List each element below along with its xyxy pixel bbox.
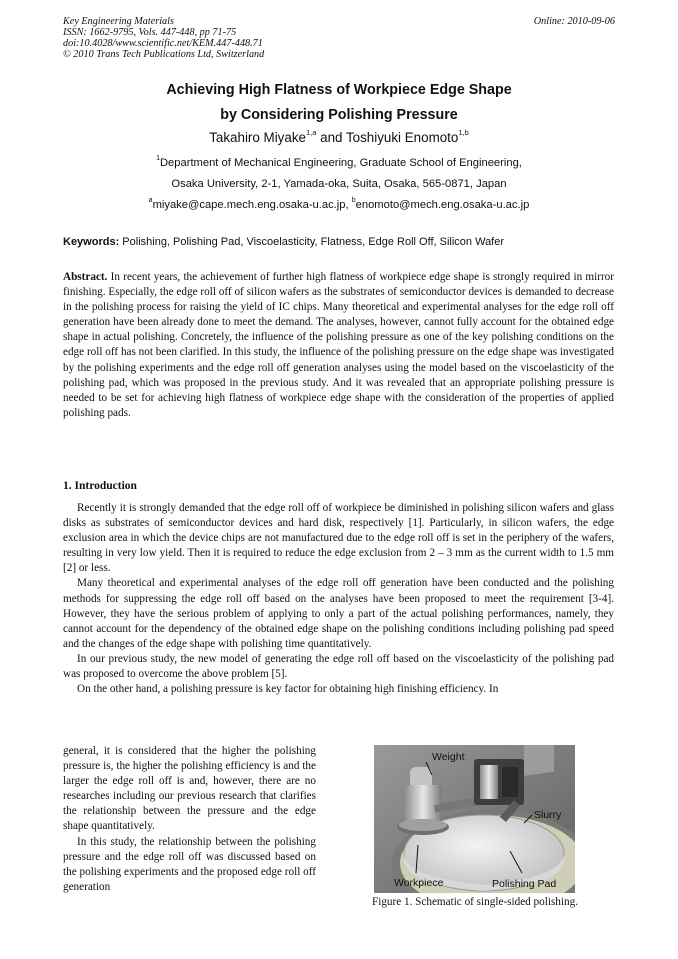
- author-2: Toshiyuki Enomoto: [345, 130, 459, 145]
- authors-and: and: [316, 130, 346, 145]
- intro-paragraph-4b: general, it is considered that the higher the polishing pressure is, the higher the polishing efficiency is and the larger the edge roll off is and, however, there are no researches including our previous research that clarifies the relationship between the pressure and the edge shape quantitatively.: [63, 745, 316, 833]
- online-date: Online: 2010-09-06: [533, 16, 615, 27]
- journal-header: [63, 16, 363, 60]
- workpiece-top: [399, 819, 447, 831]
- keywords-label: Keywords:: [63, 236, 120, 248]
- author-1: Takahiro Miyake: [209, 130, 306, 145]
- label-polishing-pad: Polishing Pad: [492, 878, 557, 890]
- motor-box: [502, 767, 518, 797]
- paper-title-line1: Achieving High Flatness of Workpiece Edge Shape: [166, 82, 512, 98]
- doi: doi:10.4028/www.scientific.net/KEM.447-448.71: [63, 38, 263, 49]
- affiliation-line1: [63, 157, 615, 169]
- label-workpiece: Workpiece: [394, 877, 444, 889]
- intro-paragraph-2: Many theoretical and experimental analyses of the edge roll off generation have been conducted and the polishing methods for suppressing the edge roll off based on the analyses have been proposed to meet the requirement [3-4]. However, they have the serious problem of applying to only a part of the actual polishing performances, namely, they cannot account for the dependency of the obtained edge shape on the polishing conditions including polishing pad speed and the changes of the edge shape with polishing time quantitatively.: [63, 577, 614, 650]
- paper-title-line2: by Considering Polishing Pressure: [220, 107, 458, 123]
- label-slurry: Slurry: [534, 809, 562, 821]
- label-weight: Weight: [432, 751, 465, 763]
- abstract-text: In recent years, the achievement of further high flatness of workpiece edge shape is strongly required in mirror finishing. Especially, the edge roll off of silicon wafers as the substrates of semiconductor devices is demanded to decrease in the polishing process for raising the yield of IC chips. Many theoretical and experimental analyses for the edge roll off generation have been already done to meet the demand. The analyses, however, cannot fully account for the obtained edge shape in actual polishing. Concretely, the influence of the polishing pressure as one of the key polishing conditions on the edge roll off has not been clarified. In this study, the influence of the polishing pressure on the edge shape was investigated by the polishing experiments and the edge roll off generation analyses using the model based on the viscoelasticity of the polishing pad, which was proposed in the previous study. And it was revealed that an appropriate polishing pressure is needed to be set for achieving high flatness of workpiece edge shape with the consideration of the properties of applied polishing pads.: [63, 271, 614, 419]
- figure-1: [374, 745, 575, 893]
- affiliation-line2: Osaka University, 2-1, Yamada-oka, Suita, Osaka, 565-0871, Japan: [171, 178, 507, 190]
- authors: [63, 130, 615, 145]
- email-b: enomoto@mech.eng.osaka-u.ac.jp: [355, 199, 530, 211]
- affiliation-text-1: Department of Mechanical Engineering, Graduate School of Engineering,: [159, 157, 522, 169]
- keywords-text: Polishing, Polishing Pad, Viscoelasticity, Flatness, Edge Roll Off, Silicon Wafer: [119, 236, 505, 248]
- author-1-sup: 1,a: [305, 128, 317, 137]
- emails: [63, 199, 615, 211]
- intro-paragraph-3: In our previous study, the new model of generating the edge roll off based on the viscoelasticity of the polishing pad was proposed to overcome the above problem [5].: [63, 652, 614, 681]
- keywords: [63, 236, 623, 248]
- affiliation-sup: 1: [156, 155, 160, 162]
- email-a: miyake@cape.mech.eng.osaka-u.ac.jp,: [152, 199, 352, 211]
- intro-paragraph-1: Recently it is strongly demanded that the edge roll off of workpiece be diminished in polishing silicon wafers and glass disks as substrates of semiconductor devices and hard disk, respectively [1]. Particularly, in silicon wafers, the edge exclusion area in which the device chips are not manufactured due to the edge roll off is set in the periphery of the wafers, resulting in very low yield. Then it is required to reduce the edge exclusion from 2 – 3 mm as the current width to 1.5 mm [2] or less.: [63, 502, 614, 575]
- issn: ISSN: 1662-9795, Vols. 447-448, pp 71-75: [63, 27, 237, 38]
- journal-name: Key Engineering Materials: [63, 16, 174, 27]
- abstract-label: Abstract.: [63, 271, 108, 283]
- motor-coil: [480, 765, 498, 799]
- abstract: [63, 270, 614, 421]
- polishing-schematic-image: [374, 745, 575, 893]
- intro-wrapped-text: [63, 744, 316, 895]
- frame-panel: [524, 745, 554, 776]
- introduction-body: [63, 501, 614, 697]
- figure-1-caption: Figure 1. Schematic of single-sided polishing.: [371, 896, 578, 908]
- author-2-sup: 1,b: [458, 128, 469, 137]
- intro-paragraph-5: In this study, the relationship between the polishing pressure and the edge roll off was discussed based on the polishing experiments and the proposed edge roll off generation: [63, 835, 316, 893]
- copyright: © 2010 Trans Tech Publications Ltd, Switzerland: [63, 49, 265, 60]
- intro-paragraph-4a: On the other hand, a polishing pressure is key factor for obtaining high finishing efficiency. In: [77, 683, 499, 696]
- section-heading-introduction: 1. Introduction: [63, 480, 137, 492]
- email-b-sup: b: [351, 197, 356, 204]
- email-a-sup: a: [148, 197, 153, 204]
